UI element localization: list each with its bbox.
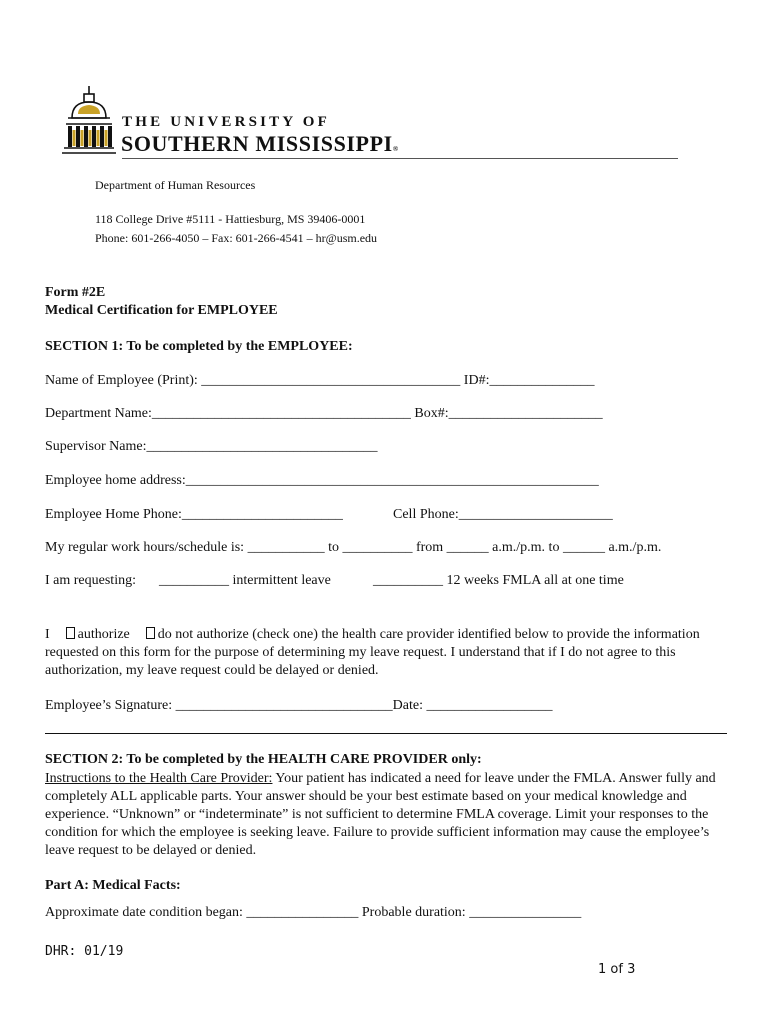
instructions-label: Instructions to the Health Care Provider: [45, 771, 273, 786]
department-name: Department of Human Resources [95, 178, 256, 192]
authorize-checkbox[interactable] [66, 627, 75, 639]
intermittent-leave-option[interactable]: __________ intermittent leave [159, 573, 331, 588]
section2-heading: SECTION 2: To be completed by the HEALTH CARE PROVIDER only: [45, 752, 482, 767]
supervisor-name-field[interactable]: Supervisor Name:_________________________________ [45, 439, 378, 454]
cell-phone-field[interactable]: Cell Phone:______________________ [393, 507, 613, 522]
do-not-authorize-checkbox[interactable] [146, 627, 155, 639]
form-number: Form #2E [45, 285, 106, 300]
part-a-heading: Part A: Medical Facts: [45, 878, 181, 893]
home-phone-field[interactable]: Employee Home Phone:_______________________ [45, 507, 343, 522]
employee-signature-field[interactable]: Employee’s Signature: _______________________________Date: __________________ [45, 698, 553, 713]
university-name-line2: SOUTHERN MISSISSIPPI® [121, 131, 399, 156]
provider-instructions [45, 770, 731, 860]
university-dome-logo [62, 84, 116, 156]
header-divider [122, 158, 678, 159]
form-title: Medical Certification for EMPLOYEE [45, 303, 278, 318]
page-number: 1 of 3 [598, 962, 636, 977]
department-contact: Phone: 601-266-4050 – Fax: 601-266-4541 – hr@usm.edu [95, 231, 378, 245]
requesting-label: I am requesting: [45, 573, 136, 588]
department-address: 118 College Drive #5111 - Hattiesburg, MS 39406-0001 [95, 212, 366, 226]
home-address-field[interactable]: Employee home address:___________________________________________________________ [45, 473, 599, 488]
work-hours-field[interactable]: My regular work hours/schedule is: ___________ to __________ from ______ a.m./p.m. to ______ a.m./p.m. [45, 540, 662, 555]
authorization-text: information requested on this form for the purpose of determining my leave request. I understand that if I do not agree to this authorization, my leave request could be delayed or denied. [45, 627, 700, 678]
authorize-label: authorize [77, 627, 130, 642]
department-name-field[interactable]: Department Name:_____________________________________ Box#:______________________ [45, 406, 603, 421]
section-divider [45, 733, 727, 734]
condition-date-field[interactable]: Approximate date condition began: ________________ Probable duration: ________________ [45, 905, 582, 920]
authorization-paragraph: I authorize do not authorize (check one) the health care provider identified below to provide the information requested on this form for the purpose of determining my leave request. I understand that if I do not agree to this authorization, my leave request could be delayed or denied. [45, 627, 700, 678]
university-name-line1: THE UNIVERSITY OF [122, 114, 331, 130]
registered-mark: ® [392, 145, 399, 153]
instructions-text: Your patient has indicated a need for leave under the FMLA. Answer fully and completely ALL applicable parts. Your answer should be your best estimate based on your medical knowledge and experience. “Unknown” or “indeterminate” is not sufficient to determine FMLA coverage. Limit your responses to the condition for which the employee is seeking leave. Failure to provide sufficient information may cause the employee’s leave request to be delayed or denied. [45, 771, 716, 858]
form-revision-code: DHR: 01/19 [45, 944, 124, 959]
do-not-authorize-label: do not authorize (check one) the health care provider identified below to provide the [157, 627, 631, 642]
section1-heading: SECTION 1: To be completed by the EMPLOYEE: [45, 339, 353, 354]
employee-name-field[interactable]: Name of Employee (Print): _____________________________________ ID#:_______________ [45, 373, 595, 388]
full-fmla-option[interactable]: __________ 12 weeks FMLA all at one time [373, 573, 624, 588]
